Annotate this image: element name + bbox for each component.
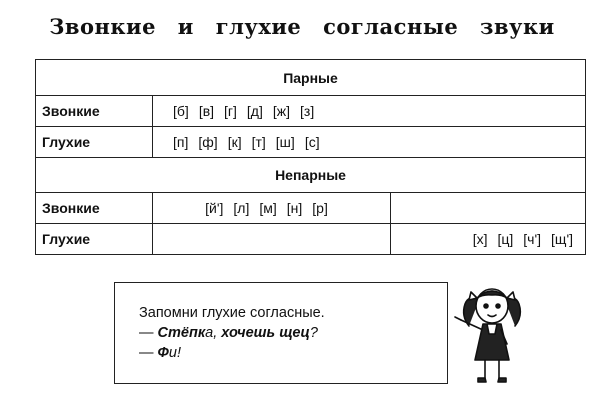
unpaired-voiced-sounds xyxy=(153,193,391,224)
sound-item: [т] xyxy=(251,134,266,150)
sound-item: [г] xyxy=(224,103,237,119)
memo-word: Стёпк xyxy=(157,325,206,341)
paired-voiceless-row xyxy=(36,127,586,158)
sound-item: [з] xyxy=(300,103,315,119)
sound-item: [б] xyxy=(173,103,189,119)
sound-item: [н] xyxy=(286,200,303,216)
memo-word: хочешь xyxy=(221,325,276,341)
sound-item: [ж] xyxy=(272,103,291,119)
sound-item: [ф] xyxy=(198,134,218,150)
sound-item: [щ'] xyxy=(551,231,574,247)
memo-line-question xyxy=(139,323,447,343)
memo-line-answer xyxy=(139,343,447,363)
dash: — xyxy=(139,325,154,341)
unpaired-header: Непарные xyxy=(36,158,586,193)
sound-item: [р] xyxy=(312,200,328,216)
unpaired-header-row xyxy=(36,158,586,193)
sound-item: [в] xyxy=(198,103,215,119)
memo-word-rest: и xyxy=(168,345,177,361)
sound-item: [х] xyxy=(472,231,488,247)
empty-cell xyxy=(391,193,586,224)
sound-item: [л] xyxy=(233,200,250,216)
sound-item: [д] xyxy=(246,103,263,119)
paired-voiceless-sounds xyxy=(153,127,586,158)
sound-item: [м] xyxy=(259,200,277,216)
memo-box xyxy=(114,282,448,384)
paired-voiced-sounds xyxy=(153,96,586,127)
memo-word-rest: а, xyxy=(205,325,218,341)
sound-item: [ч'] xyxy=(523,231,542,247)
voiced-label: Звонкие xyxy=(36,193,153,224)
empty-cell xyxy=(153,224,391,255)
paired-header-row xyxy=(36,60,586,96)
unpaired-voiced-row xyxy=(36,193,586,224)
unpaired-voiceless-sounds xyxy=(391,224,586,255)
page-title: Звонкие и глухие согласные звуки xyxy=(49,14,555,39)
memo-word: Ф xyxy=(157,345,169,361)
voiceless-label: Глухие xyxy=(36,224,153,255)
sound-item: [п] xyxy=(173,134,189,150)
paired-header: Парные xyxy=(36,60,586,96)
voiceless-label: Глухие xyxy=(36,127,153,158)
voiced-label: Звонкие xyxy=(36,96,153,127)
unpaired-voiceless-row xyxy=(36,224,586,255)
consonants-table xyxy=(35,59,586,255)
sound-item: [ш] xyxy=(275,134,295,150)
dash: — xyxy=(139,345,154,361)
sound-item: [ц] xyxy=(497,231,514,247)
paired-voiced-row xyxy=(36,96,586,127)
memo-word: щец xyxy=(279,325,310,341)
girl-pointing-icon xyxy=(443,278,543,388)
memo-punct: ? xyxy=(309,325,318,341)
sound-item: [к] xyxy=(227,134,242,150)
sound-item: [с] xyxy=(304,134,320,150)
memo-punct: ! xyxy=(176,345,181,361)
sound-item: [й'] xyxy=(205,200,224,216)
memo-intro: Запомни глухие согласные. xyxy=(139,305,325,321)
